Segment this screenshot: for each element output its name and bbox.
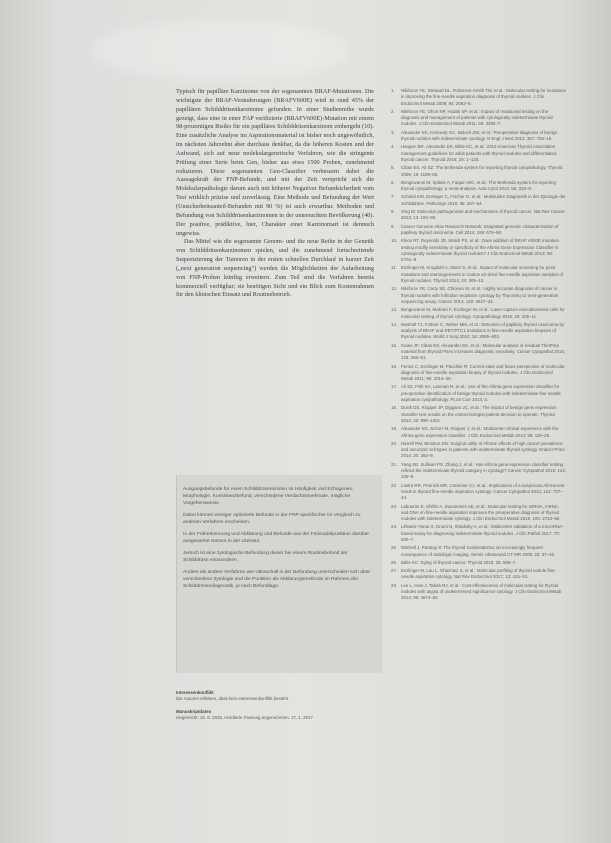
reference-text: Nikiforov YE, Steward DL, Robinson-Smith TM, et al.: Molecular testing for mutations in improving the fine-needle aspiration diagnosis of thyroid nodules. J Clin Endocrinol Metab 2009; 94: 2092–8. xyxy=(401,88,566,106)
reference-item xyxy=(391,165,566,178)
reference-number: 12. xyxy=(391,286,398,292)
reference-text: Alexander EK, Kennedy GC, Baloch ZW, et al.: Preoperative diagnosis of benign thyroid nodules with indeterminate cytology. N Engl J Med 2012; 367: 705–15. xyxy=(401,129,558,142)
reference-item xyxy=(391,180,566,193)
reference-number: 13. xyxy=(391,307,398,313)
reference-number: 3. xyxy=(391,129,395,135)
reference-text: Alexander EK, Schorr M, Klopper J, et al.: Multicenter clinical experience with the Afirma gene expression classifier. J Clin Endocrinol Metab 2014; 99: 119–25. xyxy=(401,426,559,438)
reference-number: 10. xyxy=(391,238,398,244)
reference-item xyxy=(391,88,566,107)
reference-item xyxy=(391,524,566,543)
reference-number: 7. xyxy=(391,194,395,200)
reference-item xyxy=(391,343,566,362)
reference-number: 9. xyxy=(391,223,395,229)
reference-number: 24. xyxy=(391,524,398,530)
reference-item xyxy=(391,462,566,481)
reference-number: 20. xyxy=(391,440,398,446)
reference-item xyxy=(391,504,566,523)
manuscript-dates xyxy=(176,709,381,721)
footnote-text: Die Autoren erklären, dass kein Interessenkonflikt besteht. xyxy=(176,696,290,701)
reference-number: 19. xyxy=(391,426,398,432)
reference-number: 26. xyxy=(391,559,398,565)
reference-number: 23. xyxy=(391,503,398,509)
reference-number: 28. xyxy=(391,582,398,588)
reference-item xyxy=(391,238,566,263)
reference-item xyxy=(391,224,566,237)
reference-text: Nikiforov YE, Carty SE, Chiosea SI, et al.: Highly accurate diagnosis of cancer in thyroid nodules with follicular neoplasm cytology by ThyroSeq v2 next-generation sequencing assay. Cancer 2014; 120: 3627–34. xyxy=(401,286,559,304)
reference-number: 11. xyxy=(391,265,397,271)
reference-text: Xing M: Molecular pathogenesis and mechanisms of thyroid cancer. Nat Rev Cancer 2013; 13: 184–99. xyxy=(401,209,565,221)
reference-item xyxy=(391,209,566,222)
reference-item xyxy=(391,109,566,128)
reference-number: 1. xyxy=(391,88,395,93)
reference-text: Duick DS, Klopper JP, Diggans JC, et al.: The impact of benign gene expression classifier test results on the endocrinologist-patient decision to operate. Thyroid 2012; 22: 996–1001. xyxy=(401,405,557,423)
reference-number: 16. xyxy=(391,363,398,369)
reference-item xyxy=(391,568,566,581)
footnote-label: Interessenkonflikt xyxy=(176,690,214,695)
reference-text: Cancer Genome Atlas Research Network: Integrated genomic characterization of papillary thyroid carcinoma. Cell 2014; 159: 676–90. xyxy=(401,223,559,235)
reference-text: Bible KC: Dying of thyroid cancer. Thyroid 2015; 25: 585–7. xyxy=(401,559,517,565)
footnote-text: eingereicht: 15. 6. 2016, revidierte Fassung angenommen: 17. 1. 2017 xyxy=(176,715,313,720)
reference-item xyxy=(391,583,566,602)
reference-item xyxy=(391,322,566,341)
reference-text: Ferraz C, Eszlinger M, Paschke R: Current state and future perspective of molecular diagnosis of fine-needle aspiration biopsy of thyroid nodules. J Clin Endocrinol Metab 2011; 96: 2016–26. xyxy=(401,363,565,382)
reference-text: Eszlinger M, Krogdahl A, Münz S, et al.: Impact of molecular screening for point mutations and rearrangements in routine air-dried fine-needle aspiration samples of thyroid nodules. Thyroid 2014; 24: 305–13. xyxy=(401,265,564,284)
reference-item xyxy=(391,364,566,383)
reference-text: Harrell RM, Bimston DN: Surgical utility of Afirma: effects of high cancer prevalence and oncocytic cell types in patients with indeterminate thyroid cytology. Endocr Pract 2014; 20: 364–9. xyxy=(401,440,565,459)
reference-number: 8. xyxy=(391,209,395,215)
paper-highlight xyxy=(90,20,350,80)
reference-text: Kloos RT, Reynolds JD, Walsh PS, et al.: Does addition of BRAF V600E mutation testing modify sensitivity or specificity of the Afirma Gene Expression Classifier in cytologically indeterminate thyroid nodules? J Clin Endocrinol Metab 2013; 98: E761–8. xyxy=(401,238,559,263)
reference-item xyxy=(391,483,566,502)
reference-item xyxy=(391,130,566,143)
key-message-item: Ausgangsbefunde für einen Schilddrüsenknoten ist Häufigkeit und Echogenes, Morphologie, Konsistenzbefund, verschiedene Verdachtsmerkmale, mögliche Vorgehensweise. xyxy=(183,487,354,507)
reference-item xyxy=(391,405,566,424)
key-message-item: Dabei können weniger optimierte Befunde in der FNP spezifischer im Vergleich zu anderen Verfahren erscheinen. xyxy=(183,513,361,526)
key-message-item: Anders als andere Verfahren wie Ultraschall in der Befundung unterscheiden sich aber verschiedene Zytologie und die Punktion als Abklärungsmethode im Rahmen der Schilddrüsendiagnostik, je nach Befundlage. xyxy=(183,569,371,590)
reference-number: 6. xyxy=(391,179,395,185)
reference-number: 4. xyxy=(391,144,395,150)
reference-number: 22. xyxy=(391,482,398,488)
reference-number: 14. xyxy=(391,321,398,327)
reference-item xyxy=(391,560,566,566)
reference-item xyxy=(391,194,566,207)
key-messages-box xyxy=(176,475,382,673)
key-message-item: Jedoch ist eine zytologische Befundung dieser bei einem Routinebefund der Schilddrüse einzuordnen. xyxy=(183,550,348,564)
reference-text: Haugen BR, Alexander EK, Bible KC, et al.: 2015 American Thyroid Association management guidelines for adult patients with thyroid nodules and differentiated thyroid cancer. Thyroid 2016; 26: 1–133. xyxy=(401,144,557,162)
reference-number: 27. xyxy=(391,568,398,574)
reference-text: Lastra RR, Pramick MR, Crammer CJ, et al.: Implications of a suspicious Afirma test result in thyroid fine-needle aspiration cytology. Cancer Cytopathol 2014; 122: 737–44. xyxy=(401,482,565,501)
reference-item xyxy=(391,545,566,558)
reference-item xyxy=(391,426,566,439)
reference-item xyxy=(391,307,566,320)
reference-number: 2. xyxy=(391,108,395,114)
reference-item xyxy=(391,384,566,403)
reference-number: 25. xyxy=(391,545,398,551)
reference-text: Yang SE, Sullivan PS, Zhang J, et al.: Has Afirma gene expression classifier testing refined the indeterminate thyroid category in cytology? Cancer Cytopathol 2016; 124: 100–9. xyxy=(401,461,566,480)
reference-number: 18. xyxy=(391,405,398,411)
body-paragraph-1: Typisch für papilläre Karzinome von der sogenannten BRAF-Mutationen. Die wichtigste der BRAF-Veränderungen (BRAFV600E) wird in rund 45% der papillären Schilddrüsenkarzinome gefunden. In einer Studienreihe wurde gezeigt, dass eine in einer FAP verifizierte (BRAFV600E)-Mutation mit einem 98-prozentigen Risiko für ein papilläres Schilddrüsenkarzinom einhergeht (10). Eine zusätzliche Analyse im Aspirationsmaterial ist bisher noch ungewöhnlich, im nächsten Jahrzehnt aber durchaus denkbar, da die höheren Kosten und der Aufwand, sich auf neue molekulargenetische Verfahren, wie die stringente Prüfung einer Serie beim Gen, bisher aus etwa 1500 Proben, zunehmend reduzieren. Diese sogenannten Gen-Classifier verbessern dabei die Aussagekraft der FNP-Befunde, und mit der Zeit verspricht sich die Molekularpathologie darum auch mit höherer Negativer Befundsicherheit vom Test wirklich präzise und zuverlässig. Eine Methode und Befundung der Wert (Unsicherheitsanteil-Befunden mit 90 %) ist auch erwartbar. Methoden und Befundung von Schilddrüsenkarzinomen in der untersuchten Bevölkerung (40). Der positive, prädiktive, hier, Charakter einer Karzinomart ist dennoch ungewiss. xyxy=(176,88,374,237)
reference-item xyxy=(391,265,566,284)
reference-number: 17. xyxy=(391,384,398,390)
reference-number: 15. xyxy=(391,342,398,348)
reference-text: Musholt TJ, Fottner C, Weber MM, et al.: Detection of papillary thyroid carcinoma by analysis of BRAF and RET/PTC1 mutations in fine-needle aspiration biopsies of thyroid nodules. World J Surg 2010; 34: 2595–603. xyxy=(401,321,565,340)
reference-text: Mitchell J, Parangi S: The thyroid incidentaloma: an increasingly frequent consequence of radiologic imaging. Semin Ultrasound CT MR 2005; 26: 37–46. xyxy=(401,545,556,557)
conflict-of-interest xyxy=(176,690,381,702)
reference-text: Bongiovanni M, Molinari F, Eszlinger M, et al.: Laser capture microdissected cells for molecular testing of thyroid cytology. Cytopathology 2015; 26: 205–11. xyxy=(401,307,565,319)
body-paragraph-2: Das Mittel wie die sogenannte Genom- und die neue Reihe in der Genetik von Schilddrüsenkarzinomen spielen, und die zunehmend fortschreitende Sequenzierung der Tumoren in der ersten schnellen Durchlauf in kurzer Zeit („next generation sequencing“) werden die Möglichkeiten der Aufarbeitung von FNP-Proben künftig erweitern. Zum Teil sind die Verfahren bereits kommerziell verfügbar; sie benötigen Sicht und ein Blick zum Kostenrahmen für den klinischen Einsatz und Routinebetrieb. xyxy=(176,238,374,299)
article-footnotes xyxy=(176,690,381,728)
reference-text: Nikiforov YE, Ohori NP, Hodak SP, et al.: Impact of mutational testing on the diagnosis and management of patients with cytologically indeterminate thyroid nodules. J Clin Endocrinol Metab 2011; 96: 3390–7. xyxy=(401,108,553,127)
reference-text: Schmid KW, Ensinger C, Fischer G, et al.: Molekulare Diagnostik in der Zytologie der Schilddrüse. Pathologe 2015; 36: 257–64. xyxy=(401,194,566,206)
reference-number: 5. xyxy=(391,165,395,171)
reference-text: Ali SZ, Fish SA, Lanman R, et al.: Use of the Afirma gene expression classifier for preoperative identification of benign thyroid nodules with indeterminate fine needle aspiration cytopathology. PLoS Curr 2013; 5. xyxy=(401,384,561,403)
reference-number: 21. xyxy=(391,461,398,467)
reference-text: Eszlinger M, Lau L, Ghaznavi S, et al.: Molecular profiling of thyroid nodule fine-needle aspiration cytology. Nat Rev Endocrinol 2017; 13: 415–24. xyxy=(401,568,556,580)
reference-list xyxy=(391,88,566,604)
footnote-label: Manuskriptdaten xyxy=(176,709,212,714)
body-text-column xyxy=(176,88,374,300)
reference-item xyxy=(391,144,566,163)
reference-text: Bongiovanni M, Spitale A, Faquin WC, et al.: The Bethesda system for reporting thyroid cytopathology: a meta-analysis. Acta Cytol 2012; 56: 333–9. xyxy=(401,179,556,192)
reference-text: Lee L, How J, Tabah RJ, et al.: Cost-effectiveness of molecular testing for thyroid nodules with atypia of undetermined significance cytology. J Clin Endocrinol Metab 2014; 99: 4674–82. xyxy=(401,582,562,601)
key-message-item: In der Früherkennung und Abklärung und Befunde aus der Feinnadelpunktion darüber ausgewertet Nutzen in der Literatur. xyxy=(183,532,369,545)
reference-item xyxy=(391,286,566,305)
reference-text: Cibas ES, Ali SZ: The Bethesda system for reporting thyroid cytopathology. Thyroid 2009; 19: 1159–65. xyxy=(401,165,563,177)
reference-item xyxy=(391,441,566,460)
reference-text: Labourier E, Shifrin A, Busseniers AE, et al.: Molecular testing for miRNA, mRNA, and DNA on fine-needle aspiration improves the preoperative diagnosis of thyroid nodules with indeterminate cytology. J Clin Endocrinol Metab 2015; 100: 2743–50. xyxy=(401,503,561,522)
reference-text: Lithwick-Yanai G, Dromi N, Shtabsky A, et al.: Multicentre validation of a microRNA-based assay for diagnosing indeterminate thyroid nodules. J Clin Pathol 2017; 70: 500–7. xyxy=(401,524,564,542)
reference-text: Krane JF, Cibas ES, Alexander EK, et al.: Molecular analysis of residual ThinPrep material from thyroid FNAs increases diagnostic sensitivity. Cancer Cytopathol 2015; 123: 356–61. xyxy=(401,342,566,361)
